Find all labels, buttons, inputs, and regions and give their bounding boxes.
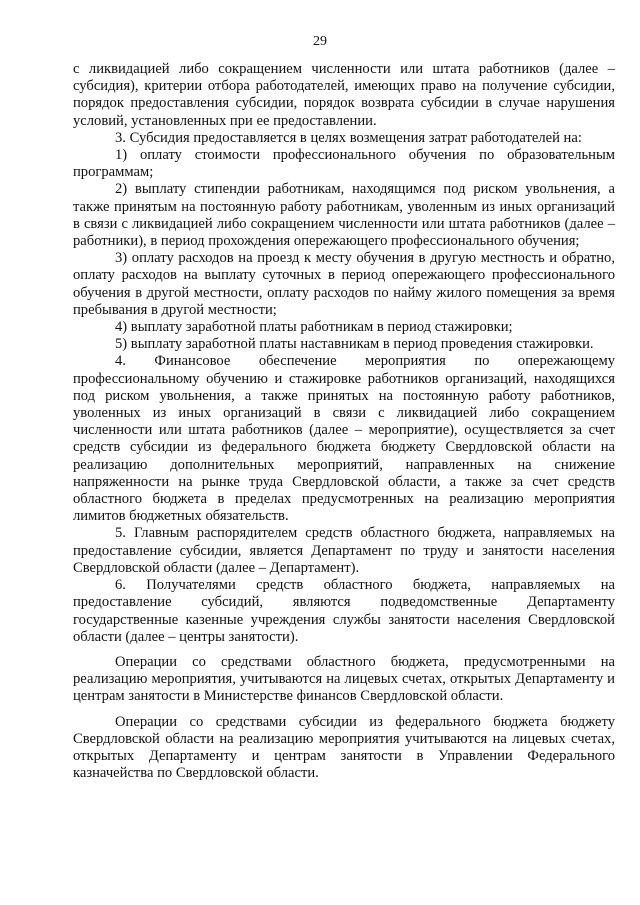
paragraph: 5. Главным распорядителем средств областного бюджета, направляемых на предоставление субсидии, является Департамент по труду и занятости населения Свердловской области (далее – Департамент).: [73, 525, 615, 576]
paragraph: 4. Финансовое обеспечение мероприятия по опережающему профессиональному обучению и стажировке работников организаций, находящихся под риском увольнения, а также принятых на постоянную работу работников, уволенных из иных организаций в связи с ликвидацией либо сокращением численности или штата работников (далее – мероприятие), осуществляется за счет средств субсидии из федерального бюджета бюджету Свердловской области на реализацию дополнительных мероприятий, направленных на снижение напряженности на рынке труда Свердловской области, а также за счет средств областного бюджета в пределах предусмотренных на реализацию мероприятия лимитов бюджетных обязательств.: [73, 353, 615, 525]
paragraph: 1) оплату стоимости профессионального обучения по образовательным программам;: [73, 147, 615, 181]
paragraph: с ликвидацией либо сокращением численности или штата работников (далее – субсидия), критерии отбора работодателей, имеющих право на получение субсидии, порядок предоставления субсидии, порядок возврата субсидии в случае нарушения условий, установленных при ее предоставлении.: [73, 61, 615, 129]
paragraph: 5) выплату заработной платы наставникам в период проведения стажировки.: [115, 336, 594, 353]
paragraph: 3. Субсидия предоставляется в целях возмещения затрат работодателей на:: [115, 129, 582, 146]
paragraph: Операции со средствами субсидии из федерального бюджета бюджету Свердловской области на реализацию мероприятия учитываются на лицевых счетах, открытых Департаменту и центрам занятости в Управлении Федерального казначейства по Свердловской области.: [73, 713, 615, 782]
paragraph: 3) оплату расходов на проезд к месту обучения в другую местность и обратно, оплату расходов на выплату суточных в период опережающего профессионального обучения в другой местности, оплату расходов по найму жилого помещения за время пребывания в другой местности;: [73, 250, 615, 318]
paragraph: Операции со средствами областного бюджета, предусмотренными на реализацию мероприятия, учитываются на лицевых счетах, открытых Департаменту и центрам занятости в Министерстве финансов Свердловской области.: [73, 653, 615, 705]
paragraph: 6. Получателями средств областного бюджета, направляемых на предоставление субсидий, являются подведомственные Департаменту государственные казенные учреждения службы занятости населения Свердловской области (далее – центры занятости).: [73, 577, 615, 645]
document-body: [73, 61, 615, 782]
page-number: 29: [313, 34, 327, 49]
paragraph: 4) выплату заработной платы работникам в период стажировки;: [115, 319, 513, 336]
paragraph: 2) выплату стипендии работникам, находящимся под риском увольнения, а также принятым на постоянную работу работникам, уволенным из иных организаций в связи с ликвидацией либо сокращением численности или штата работников (далее – работники), в период прохождения опережающего профессионального обучения;: [73, 181, 615, 250]
